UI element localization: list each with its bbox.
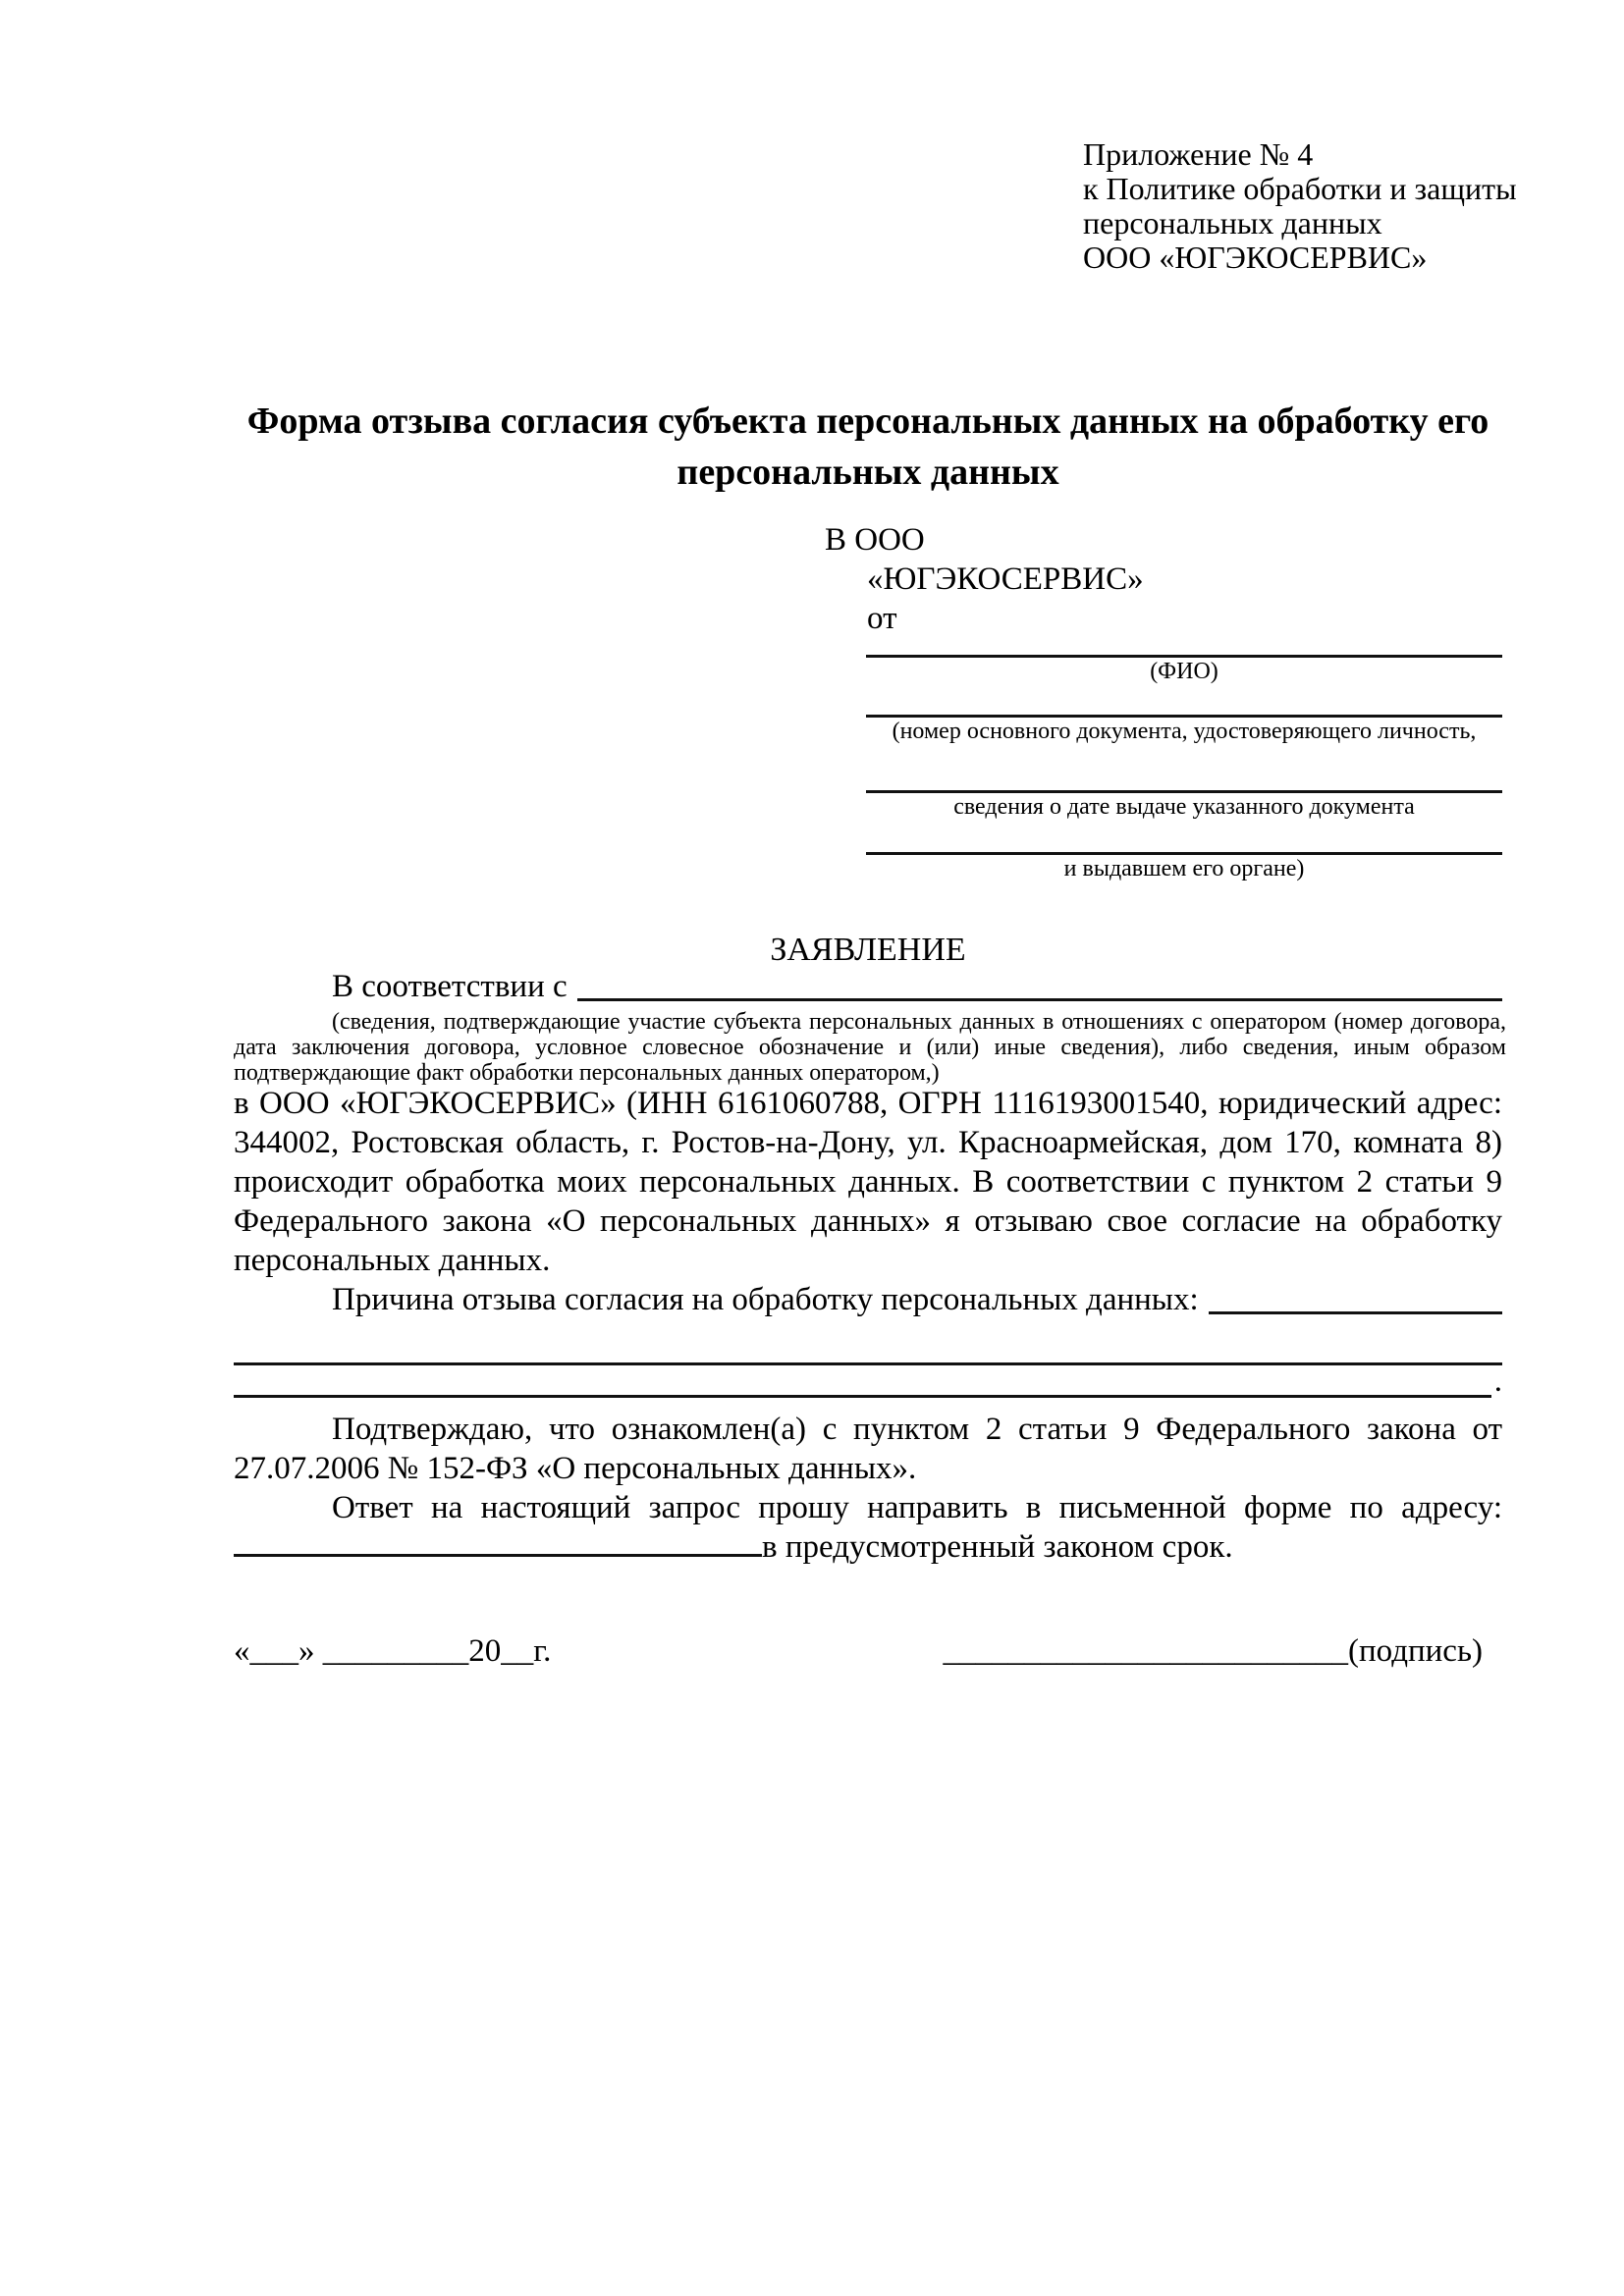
document-number-caption: (номер основного документа, удостоверяющего личность,	[892, 719, 1477, 744]
date-signature-row	[234, 1631, 1502, 1671]
annex-line: ООО «ЮГЭКОСЕРВИС»	[1083, 240, 1428, 275]
in-accordance-blank-line	[577, 967, 1502, 1001]
addressee-from-label: от	[867, 601, 897, 636]
statement-heading: ЗАЯВЛЕНИЕ	[770, 932, 966, 968]
fio-caption: (ФИО)	[1150, 659, 1218, 684]
reason-blank-line	[1209, 1280, 1502, 1314]
signature-label: (подпись)	[1348, 1633, 1483, 1669]
in-accordance-prefix: В соответствии с	[332, 969, 568, 1004]
reply-prefix: Ответ на настоящий запрос прошу направить в письменной форме по адресу:	[332, 1490, 1502, 1525]
annex-line: Приложение № 4	[1083, 136, 1314, 172]
reply-address-blank-line	[234, 1550, 762, 1557]
addressee-org-prefix: В ООО	[825, 522, 925, 558]
document-title: Форма отзыва согласия субъекта персональных данных на обработку его персональных данных	[246, 400, 1489, 493]
annex-header	[1083, 137, 1517, 275]
statement-body: в ООО «ЮГЭКОСЕРВИС» (ИНН 6161060788, ОГРН 1116193001540, юридический адрес: 344002, Ростовская область, г. Ростов-на-Дону, ул. Красноармейская, дом 170, комната 8) происходит обработка моих персональных данных. В соответствии с пунктом 2 статьи 9 Федерального закона «О персональных данных» я отзываю свое согласие на обработку персональных данных.	[234, 1086, 1502, 1278]
reply-paragraph	[234, 1488, 1502, 1567]
signature-blank-line: _________________________	[943, 1633, 1348, 1669]
blank-line-terminator: .	[1493, 1363, 1502, 1399]
addressee-block	[825, 520, 1502, 882]
reason-blank-line-3	[234, 1365, 1502, 1398]
confirmation-paragraph: Подтверждаю, что ознакомлен(а) с пунктом 2 статьи 9 Федерального закона от 27.07.2006 № 152-ФЗ «О персональных данных».	[234, 1412, 1502, 1486]
reason-blank-line-2	[234, 1319, 1502, 1365]
document-date-caption: сведения о дате выдаче указанного документа	[953, 794, 1415, 820]
date-blank: «___» _________20__г.	[234, 1633, 552, 1669]
reason-prefix: Причина отзыва согласия на обработку персональных данных:	[332, 1282, 1199, 1317]
reason-row	[234, 1280, 1502, 1319]
fill-caption-text: (сведения, подтверждающие участие субъекта персональных данных в отношениях с оператором (номер договора, дата заключения договора, условное словесное обозначение и (или) иные сведения), либо сведения, иным образом подтверждающие факт обработки персональных данных оператором,)	[234, 1009, 1506, 1086]
addressee-org-name: «ЮГЭКОСЕРВИС»	[867, 561, 1144, 597]
reason-blank-line-3-rule	[234, 1395, 1491, 1398]
reply-suffix: в предусмотренный законом срок.	[762, 1529, 1233, 1565]
signature-group	[944, 1631, 1503, 1671]
annex-line: к Политике обработки и защиты	[1083, 171, 1517, 206]
in-accordance-row	[234, 967, 1502, 1006]
document-issuer-caption: и выдавшем его органе)	[1063, 856, 1305, 881]
annex-line: персональных данных	[1083, 205, 1382, 240]
